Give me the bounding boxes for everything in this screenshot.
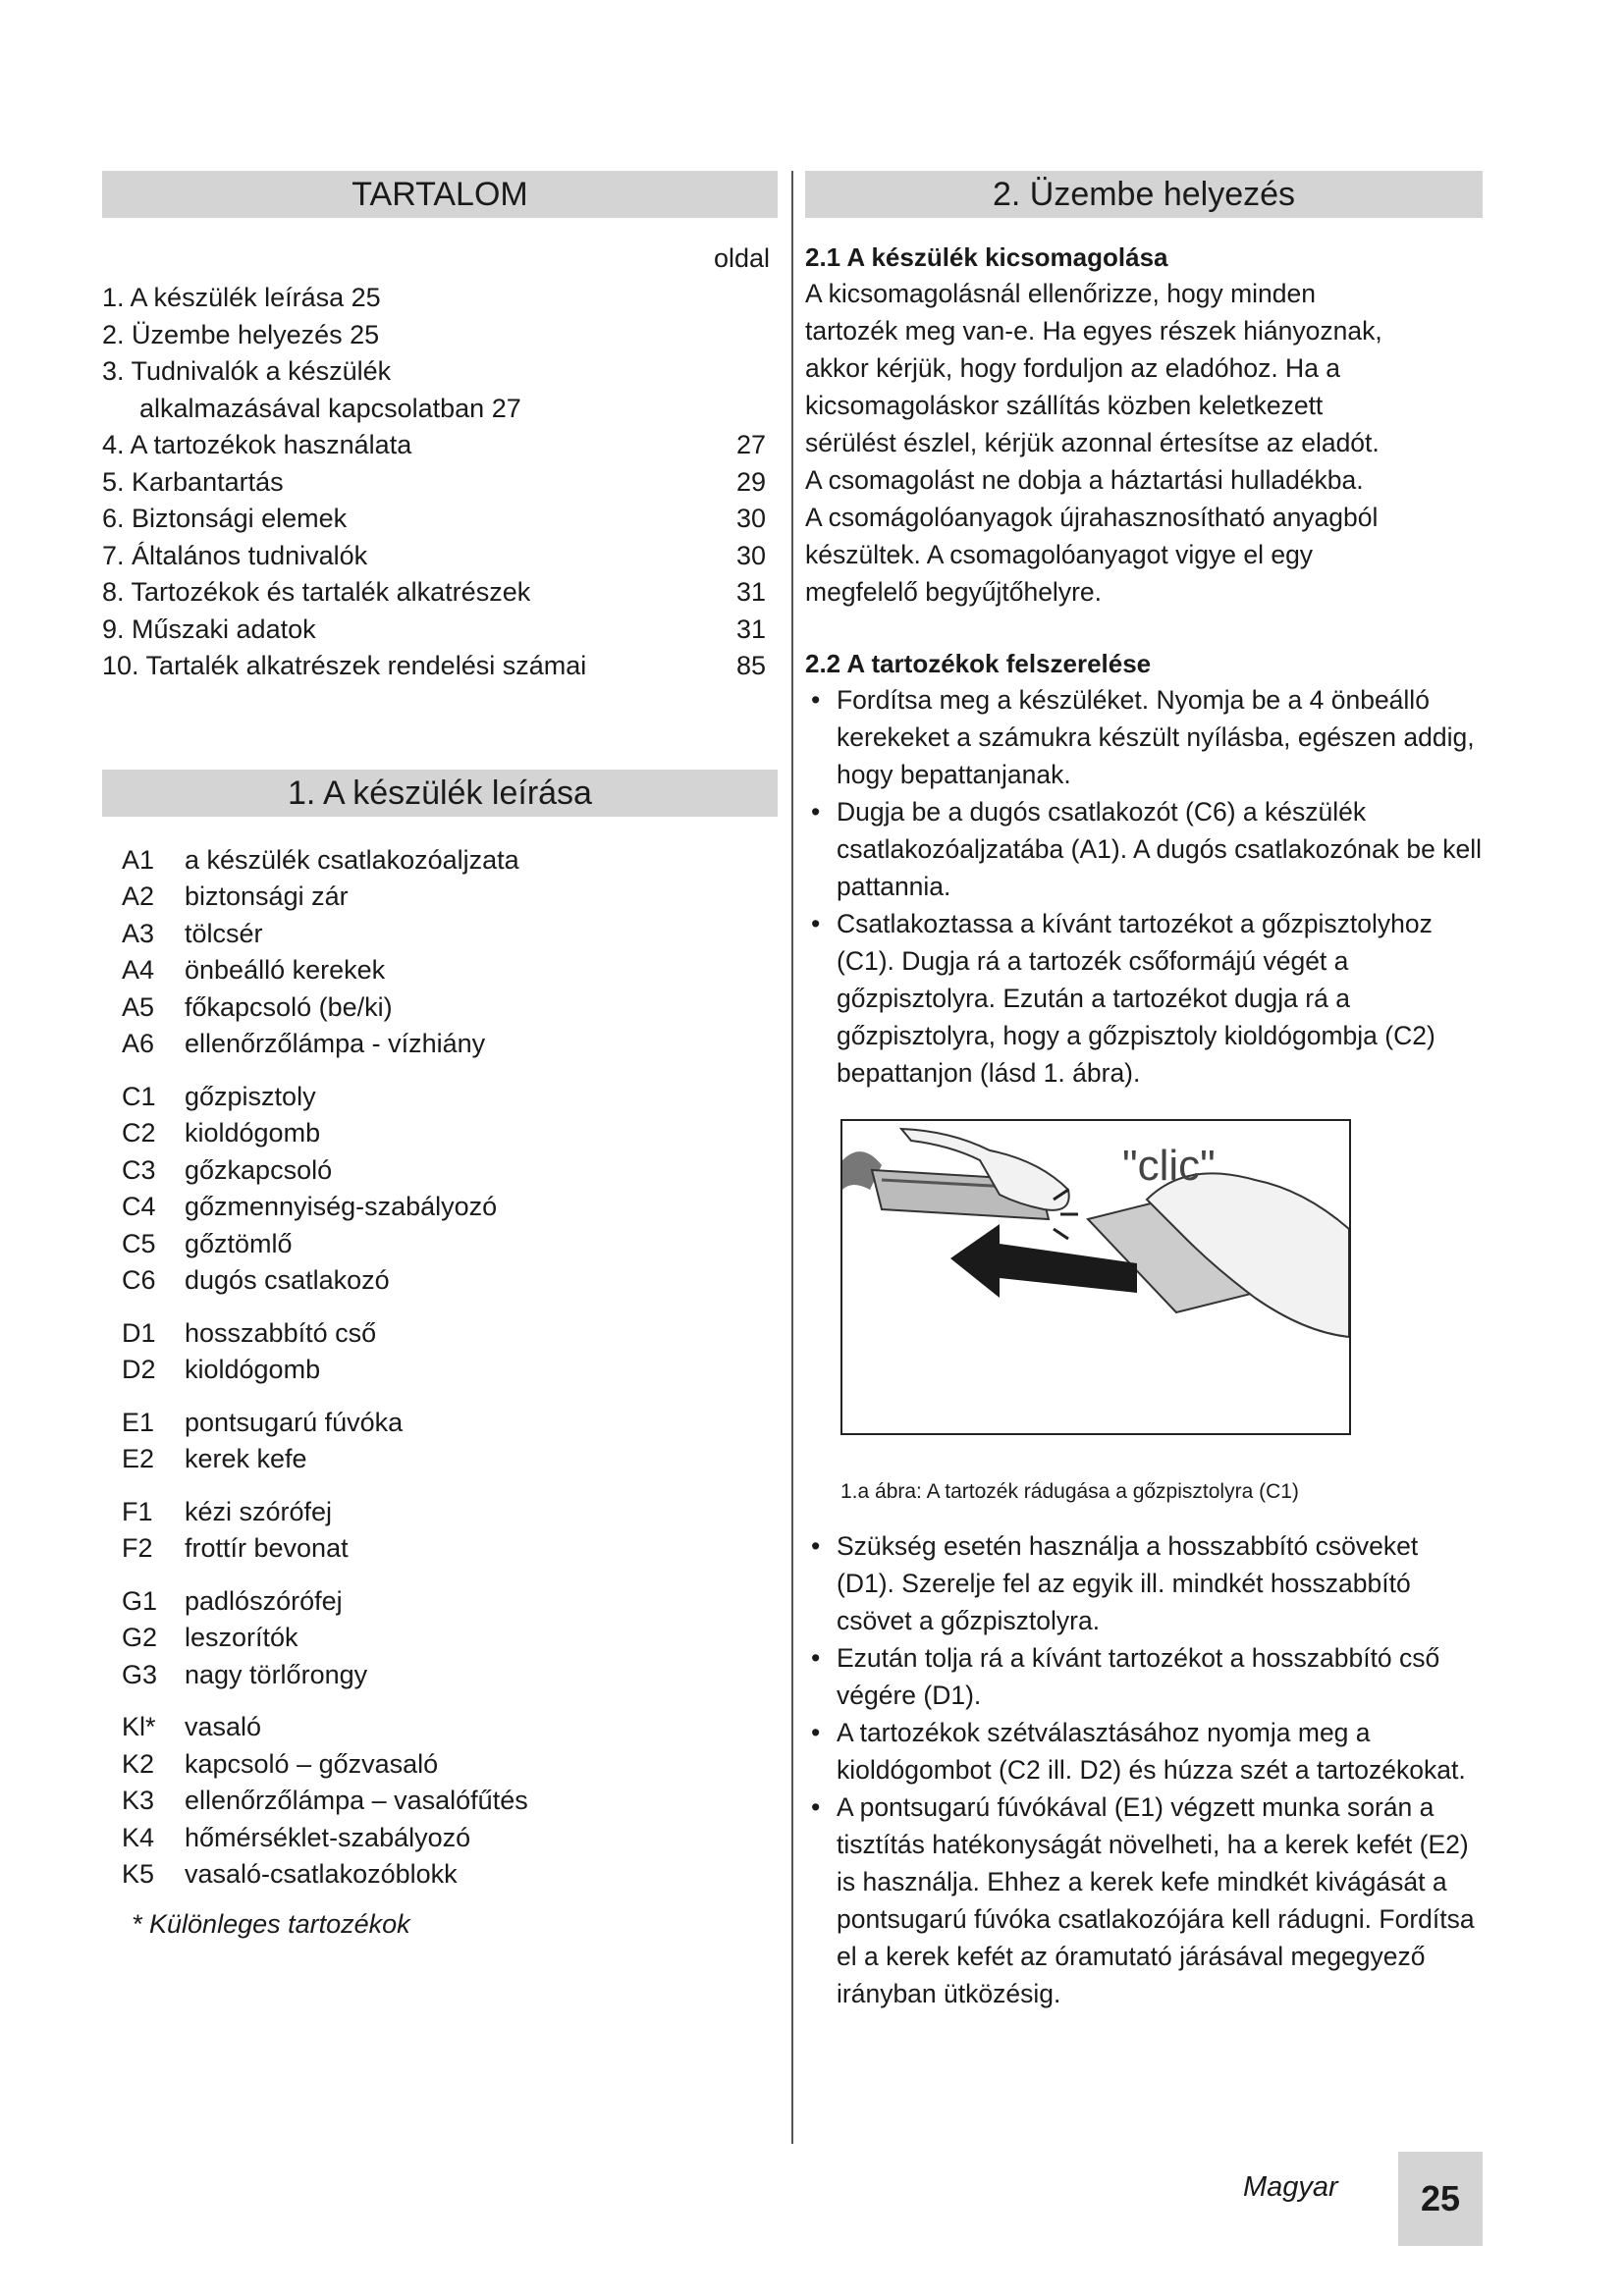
toc-entry-label: 10. Tartalék alkatrészek rendelési számai (102, 651, 587, 680)
part-description: önbeálló kerekek (185, 955, 386, 985)
parts-group (122, 1709, 778, 1894)
section-2-title: 2. Üzembe helyezés (805, 171, 1483, 218)
part-description: vasaló-csatlakozóblokk (185, 1859, 458, 1889)
paragraph-line: A csomágolóanyagok újrahasznosítható anyagból (805, 503, 1379, 532)
part-code: C3 (122, 1154, 156, 1185)
part-item (122, 1530, 778, 1568)
parts-group (122, 1315, 778, 1389)
part-description: gőzpisztoly (185, 1081, 316, 1111)
part-item (122, 952, 778, 989)
part-code: A1 (122, 844, 155, 875)
toc-title: TARTALOM (102, 171, 778, 218)
part-item (122, 1352, 778, 1389)
bullet-item: • Csatlakoztassa a kívánt tartozékot a gőzpisztolyhoz (C1). Dugja rá a tartozék csőformájú végét a gőzpisztolyra. Ezután a tartozékot dugja rá a gőzpisztolyra, hogy a gőzpisztoly kioldógombja (C2) bepattanjon (lásd 1. ábra). (805, 905, 1483, 1092)
part-description: gőzmennyiség-szabályozó (185, 1192, 498, 1221)
part-code: D2 (122, 1355, 156, 1384)
part-description: vasaló (185, 1712, 262, 1741)
part-item (122, 1262, 778, 1300)
paragraph-line: tartozék meg van-e. Ha egyes részek hiányoznak, (805, 316, 1382, 346)
part-item (122, 1315, 778, 1353)
part-code: D1 (122, 1317, 156, 1348)
toc-entry-label: alkalmazásával kapcsolatban 27 (139, 393, 521, 423)
subsection-2-1-title: 2.1 A készülék kicsomagolása (805, 242, 1168, 272)
part-item (122, 1620, 778, 1657)
part-code: F1 (122, 1496, 153, 1526)
part-code: C5 (122, 1228, 156, 1258)
part-description: pontsugarú fúvóka (185, 1407, 404, 1437)
part-code: E1 (122, 1407, 155, 1437)
part-item (122, 1226, 778, 1263)
toc-entry (102, 464, 778, 502)
toc-entry (102, 538, 778, 575)
part-description: kézi szórófej (185, 1496, 333, 1526)
part-code: A6 (122, 1029, 155, 1058)
part-description: hőmérséklet-szabályozó (185, 1822, 471, 1852)
part-description: a készülék csatlakozóaljzata (185, 844, 519, 875)
part-item (122, 1494, 778, 1531)
toc-entry-label: 6. Biztonsági elemek (102, 504, 348, 533)
part-item (122, 1189, 778, 1226)
part-code: A2 (122, 881, 155, 911)
part-code: Kl* (122, 1712, 156, 1741)
toc-entry-page (766, 353, 778, 391)
column-divider (791, 171, 793, 2144)
toc-entry-page: 30 (735, 540, 766, 570)
part-description: frottír bevonat (185, 1533, 349, 1563)
toc-entry-page: 31 (735, 577, 766, 607)
toc-entry (102, 648, 778, 685)
part-description: padlószórófej (185, 1585, 343, 1616)
footer-language: Magyar (1243, 2171, 1338, 2203)
paragraph-line: kicsomagoláskor szállítás közben keletkezett (805, 391, 1324, 420)
parts-group (122, 842, 778, 1063)
parts-group (122, 1583, 778, 1694)
assembly-steps (805, 681, 1483, 1092)
toc-entry (102, 501, 778, 538)
part-code: C1 (122, 1081, 156, 1111)
part-description: dugós csatlakozó (185, 1265, 390, 1295)
bullet-item: • A tartozékok szétválasztásához nyomja meg a kioldógombot (C2 ill. D2) és húzza szét a tartozékokat. (805, 1714, 1483, 1789)
toc-entry-page: 85 (735, 651, 766, 680)
toc-entry-page (766, 317, 778, 354)
paragraph-line: sérülést észlel, kérjük azonnal értesítse az eladót. (805, 428, 1380, 457)
part-item (122, 1115, 778, 1152)
part-item (122, 916, 778, 953)
part-code: K5 (122, 1859, 155, 1889)
toc-entry-label: 3. Tudnivalók a készülék (102, 356, 392, 386)
figure-clic-label: "clic" (1122, 1142, 1216, 1190)
part-item (122, 989, 778, 1027)
part-description: leszorítók (185, 1623, 298, 1652)
part-item (122, 1405, 778, 1442)
part-description: kioldógomb (185, 1118, 321, 1148)
toc-entry (102, 391, 778, 428)
part-code: K4 (122, 1822, 155, 1852)
part-description: biztonsági zár (185, 881, 349, 911)
parts-group (122, 1405, 778, 1478)
part-item (122, 1709, 778, 1746)
part-code: E2 (122, 1444, 155, 1473)
part-item (122, 1820, 778, 1857)
table-of-contents (102, 280, 778, 685)
part-item (122, 1026, 778, 1063)
part-description: ellenőrzőlámpa – vasalófűtés (185, 1786, 528, 1815)
toc-entry-page: 27 (735, 430, 766, 459)
part-code: K3 (122, 1786, 155, 1815)
subsection-2-1-text (805, 275, 1483, 611)
part-code: A5 (122, 991, 155, 1022)
part-item (122, 1583, 778, 1621)
part-code: C6 (122, 1265, 156, 1295)
toc-entry-page: 31 (735, 614, 766, 644)
part-description: főkapcsoló (be/ki) (185, 991, 393, 1022)
paragraph-line: A csomagolást ne dobja a háztartási hulladékba. (805, 465, 1364, 495)
part-item (122, 842, 778, 880)
part-description: kerek kefe (185, 1444, 307, 1473)
part-item (122, 1152, 778, 1190)
part-code: C4 (122, 1192, 156, 1221)
part-description: hosszabbító cső (185, 1317, 377, 1348)
figure-1a (840, 1119, 1351, 1435)
part-code: A4 (122, 955, 155, 985)
part-code: A3 (122, 918, 155, 948)
toc-entry (102, 574, 778, 612)
part-description: gőzkapcsoló (185, 1154, 333, 1185)
part-item (122, 1079, 778, 1116)
part-code: G3 (122, 1659, 158, 1689)
toc-entry (102, 280, 778, 317)
bullet-item: • Fordítsa meg a készüléket. Nyomja be a 4 önbeálló kerekeket a számukra készült nyílásba, egészen addig, hogy bepattanjanak. (805, 681, 1483, 793)
paragraph-line: megfelelő begyűjtőhelyre. (805, 577, 1102, 607)
part-description: ellenőrzőlámpa - vízhiány (185, 1029, 486, 1058)
accessory-notes (805, 1527, 1483, 2012)
left-column (102, 171, 778, 1940)
part-description: gőztömlő (185, 1228, 293, 1258)
footnote: * Különleges tartozékok (132, 1908, 410, 1939)
part-description: tölcsér (185, 918, 263, 948)
toc-entry (102, 353, 778, 391)
toc-entry-page (766, 391, 778, 428)
toc-entry-label: 9. Műszaki adatok (102, 614, 316, 644)
toc-page-label: oldal (713, 243, 770, 273)
paragraph-line: készültek. A csomagolóanyagot vigye el egy (805, 540, 1314, 569)
bullet-item: • A pontsugarú fúvókával (E1) végzett munka során a tisztítás hatékonyságát növelheti, ha a kerek kefét (E2) is használja. Ehhez a kerek kefe mindkét kivágását a pontsugarú fúvóka csatlakozójára kell rádugni. Fordítsa el a kerek kefét az óramutató járásával megegyező irányban ütközésig. (805, 1789, 1483, 2012)
toc-entry-label: 2. Üzembe helyezés 25 (102, 319, 380, 349)
part-code: G2 (122, 1623, 158, 1652)
section-1-title: 1. A készülék leírása (102, 770, 778, 817)
part-item (122, 1657, 778, 1694)
part-item (122, 1746, 778, 1784)
parts-list (102, 842, 778, 1894)
toc-entry-page: 30 (735, 504, 766, 533)
bullet-item: • Ezután tolja rá a kívánt tartozékot a hosszabbító cső végére (D1). (805, 1639, 1483, 1714)
paragraph-line: A kicsomagolásnál ellenőrizze, hogy minden (805, 279, 1316, 308)
bullet-item: • Dugja be a dugós csatlakozót (C6) a készülék csatlakozóaljzatába (A1). A dugós csatlakozónak be kell pattannia. (805, 793, 1483, 905)
toc-entry-label: 1. A készülék leírása 25 (102, 283, 381, 312)
part-code: F2 (122, 1533, 153, 1563)
bullet-item: • Szükség esetén használja a hosszabbító csöveket (D1). Szerelje fel az egyik ill. mindkét hosszabbító csövet a gőzpisztolyra. (805, 1527, 1483, 1639)
subsection-2-2-title: 2.2 A tartozékok felszerelése (805, 649, 1152, 678)
toc-entry-page: 29 (735, 466, 766, 497)
toc-entry (102, 427, 778, 464)
toc-entry (102, 317, 778, 354)
part-item (122, 1441, 778, 1478)
toc-entry-label: 5. Karbantartás (102, 466, 284, 497)
toc-entry-label: 8. Tartozékok és tartalék alkatrészek (102, 577, 531, 607)
toc-entry (102, 612, 778, 649)
part-item (122, 1783, 778, 1820)
part-code: C2 (122, 1118, 156, 1148)
part-description: nagy törlőrongy (185, 1659, 368, 1689)
part-description: kapcsoló – gőzvasaló (185, 1748, 439, 1779)
part-item (122, 879, 778, 916)
parts-group (122, 1079, 778, 1300)
toc-entry-label: 4. A tartozékok használata (102, 430, 412, 459)
part-item (122, 1856, 778, 1894)
toc-entry-page (766, 280, 778, 317)
parts-group (122, 1494, 778, 1568)
part-description: kioldógomb (185, 1355, 321, 1384)
right-column (805, 171, 1483, 2012)
paragraph-line: akkor kérjük, hogy forduljon az eladóhoz. Ha a (805, 353, 1341, 383)
toc-entry-label: 7. Általános tudnivalók (102, 540, 368, 570)
figure-caption: 1.a ábra: A tartozék rádugása a gőzpisztolyra (C1) (840, 1480, 1299, 1503)
page-number: 25 (1398, 2152, 1483, 2246)
part-code: G1 (122, 1585, 158, 1616)
part-code: K2 (122, 1748, 155, 1779)
figure-illustration (842, 1121, 1349, 1433)
